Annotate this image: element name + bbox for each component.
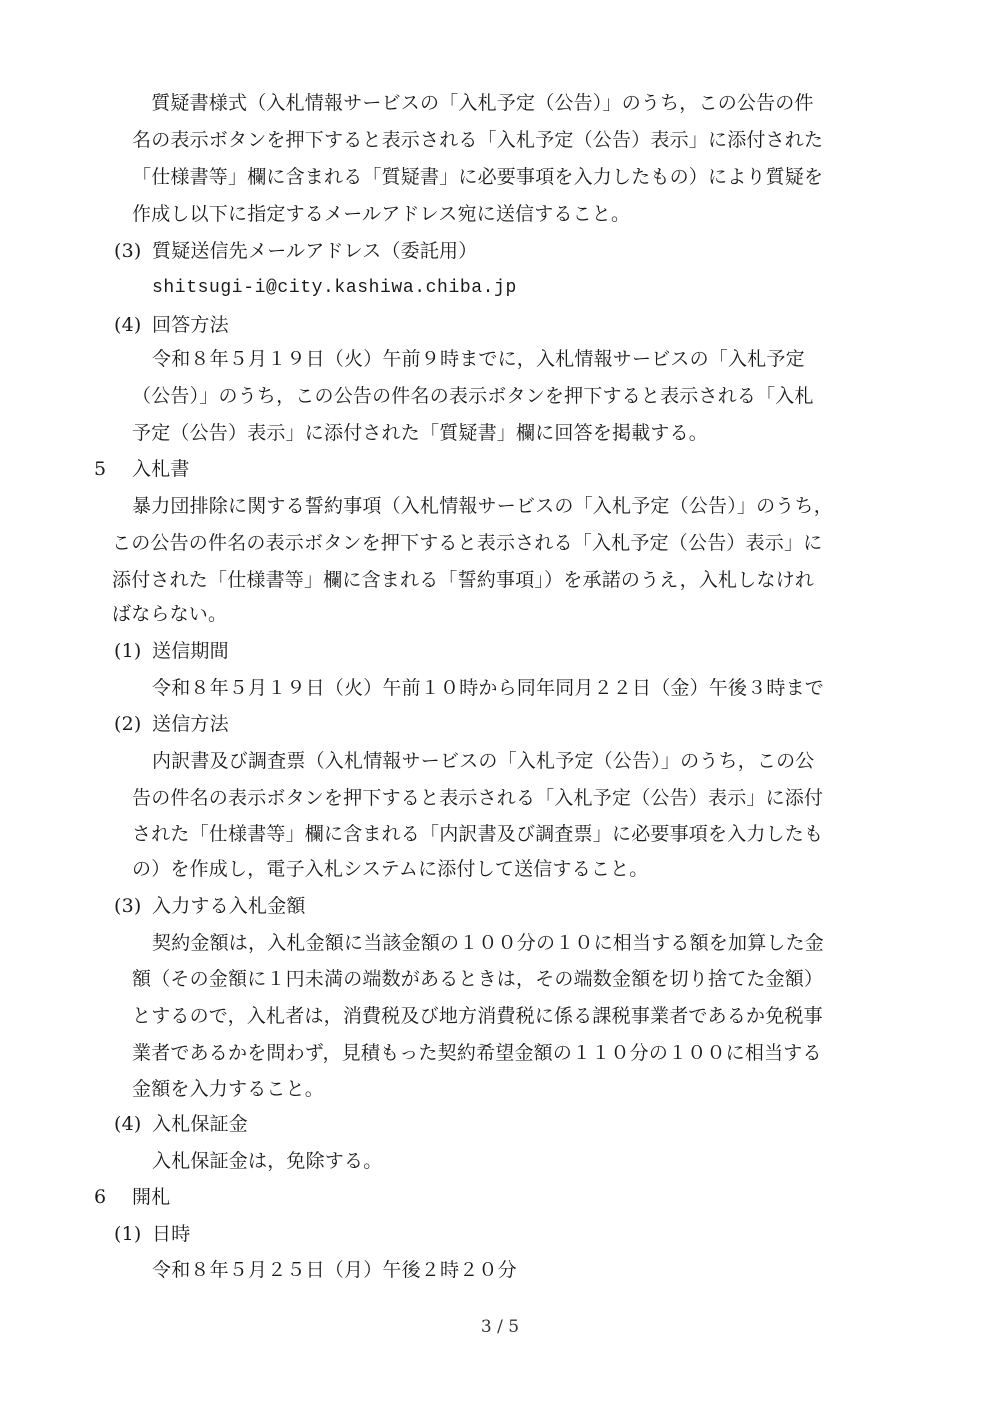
para-text: 添付された「仕様書等」欄に含まれる「誓約事項」）を承諾のうえ，入札しなけれ [112, 569, 815, 591]
para-text: 業者であるかを問わず，見積もった契約希望金額の１１０分の１００に相当する [132, 1042, 822, 1064]
para-text: 契約金額は，入札金額に当該金額の１００分の１０に相当する額を加算した金 [152, 932, 825, 954]
para-text: の）を作成し，電子入札システムに添付して送信すること。 [132, 858, 649, 880]
para-text: とするので，入札者は，消費税及び地方消費税に係る課税事業者であるか免税事 [132, 1005, 823, 1027]
item-title: 質疑送信先メールアドレス（委託用） [152, 240, 478, 262]
item-title: 入力する入札金額 [152, 895, 306, 917]
section-number: 5 [94, 458, 107, 480]
item-title: 送信期間 [152, 640, 229, 662]
email-address: shitsugi-i@city.kashiwa.chiba.jp [152, 278, 517, 298]
para-text: 令和８年５月１９日（火）午前９時までに，入札情報サービスの「入札予定 [152, 348, 805, 370]
para-text: （公告）」のうち，この公告の件名の表示ボタンを押下すると表示される「入札 [132, 385, 814, 407]
para-text: この公告の件名の表示ボタンを押下すると表示される「入札予定（公告）表示」に [112, 532, 823, 554]
para-text: 令和８年５月１９日（火）午前１０時から同年同月２２日（金）午後３時まで [152, 677, 825, 699]
para-text: 「仕様書等」欄に含まれる「質疑書」に必要事項を入力したもの）により質疑を [132, 166, 824, 188]
para-text: 金額を入力すること。 [132, 1078, 325, 1100]
item-label: (4) [114, 314, 142, 336]
item-title: 回答方法 [152, 314, 229, 336]
page-number: 3 / 5 [480, 1317, 520, 1337]
para-text: 予定（公告）表示」に添付された「質疑書」欄に回答を掲載する。 [132, 422, 709, 444]
para-text: 入札保証金は，免除する。 [152, 1150, 383, 1172]
item-label: (3) [114, 240, 142, 262]
para-text: 額（その金額に１円未満の端数があるときは，その端数金額を切り捨てた金額） [132, 968, 824, 990]
section-number: 6 [94, 1186, 107, 1208]
item-title: 日時 [152, 1223, 191, 1245]
para-text: 告の件名の表示ボタンを押下すると表示される「入札予定（公告）表示」に添付 [132, 787, 824, 809]
item-label: (2) [114, 713, 142, 735]
item-label: (4) [114, 1113, 142, 1135]
item-title: 入札保証金 [152, 1113, 249, 1135]
item-label: (3) [114, 895, 142, 917]
section-title: 開札 [132, 1186, 171, 1208]
para-text: 質疑書様式（入札情報サービスの「入札予定（公告）」のうち，この公告の件 [132, 92, 814, 114]
item-label: (1) [114, 1223, 142, 1245]
item-label: (1) [114, 640, 142, 662]
para-text: された「仕様書等」欄に含まれる「内訳書及び調査票」に必要事項を入力したも [132, 823, 824, 845]
para-text: ばならない。 [112, 603, 228, 625]
section-title: 入札書 [132, 458, 190, 480]
para-text: 令和８年５月２５日（月）午後２時２０分 [152, 1259, 517, 1281]
para-text: 内訳書及び調査票（入札情報サービスの「入札予定（公告）」のうち，この公 [152, 750, 815, 772]
para-text: 暴力団排除に関する誓約事項（入札情報サービスの「入札予定（公告）」のうち， [132, 495, 833, 517]
para-text: 作成し以下に指定するメールアドレス宛に送信すること。 [132, 203, 631, 225]
para-text: 名の表示ボタンを押下すると表示される「入札予定（公告）表示」に添付された [132, 129, 824, 151]
item-title: 送信方法 [152, 713, 229, 735]
